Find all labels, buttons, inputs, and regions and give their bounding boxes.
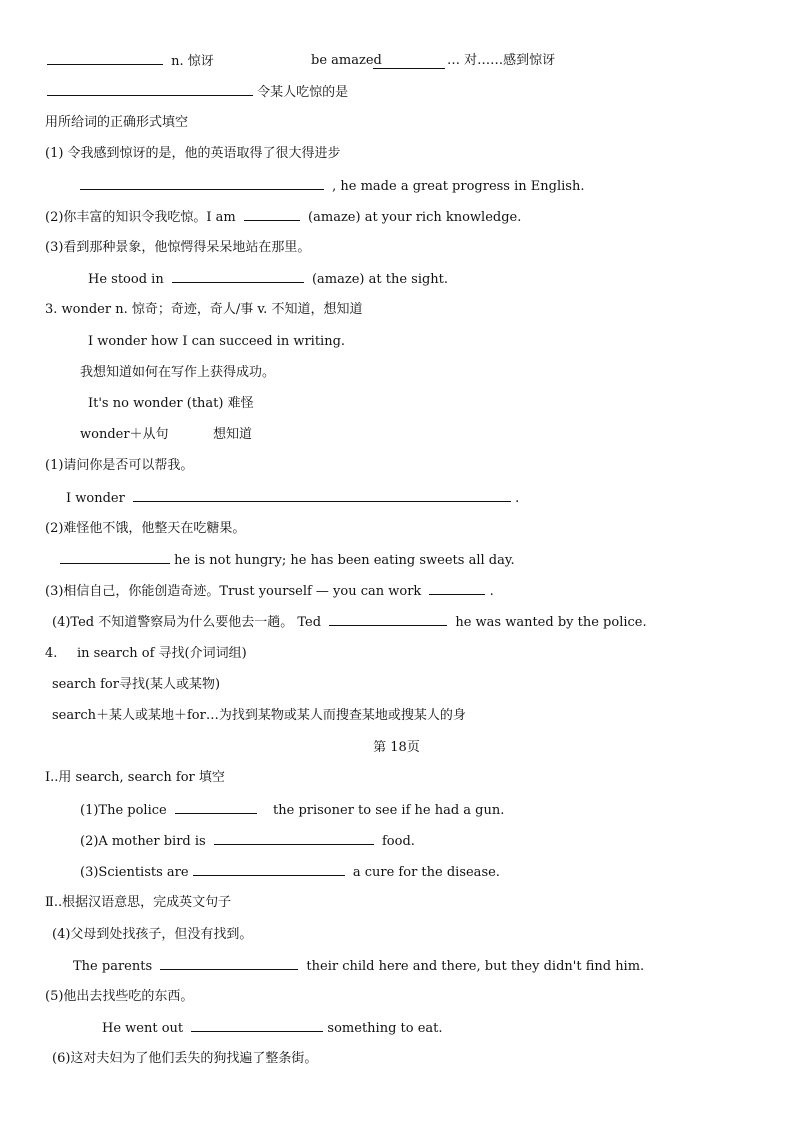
part-2-exercise-5-cn: (5)他出去找些吃的东西。 <box>45 989 194 1004</box>
phrase-no-wonder: It's no wonder (that) 难怪 <box>88 396 254 411</box>
blank[interactable] <box>193 861 345 876</box>
text: n. 惊讶 <box>171 54 214 69</box>
blank[interactable] <box>214 830 374 845</box>
blank[interactable] <box>244 206 300 221</box>
exercise-3-cn: (3)看到那种景象，他惊愕得呆呆地站在那里。 <box>45 240 311 255</box>
section-in-search-of <box>45 643 247 665</box>
part-1-heading: Ⅰ..用 search, search for 填空 <box>45 770 225 785</box>
part-2-exercise-4-en <box>73 955 644 977</box>
wonder-exercise-2-cn: (2)难怪他不饿，他整天在吃糖果。 <box>45 521 246 536</box>
blank[interactable] <box>60 549 170 564</box>
text: I wonder <box>66 491 125 506</box>
blank[interactable] <box>47 50 163 65</box>
text: (4)Ted 不知道警察局为什么要他去一趟。 Ted <box>52 615 322 630</box>
text: … 对……感到惊讶 <box>447 53 556 68</box>
blank[interactable] <box>329 611 447 626</box>
part-1-exercise-2 <box>80 830 415 852</box>
text: He stood in <box>88 272 164 287</box>
text: 4. <box>45 646 58 661</box>
text: (amaze) at the sight. <box>311 272 449 287</box>
part-2-heading: Ⅱ..根据汉语意思，完成英文句子 <box>45 895 232 910</box>
text: the prisoner to see if he had a gun. <box>273 803 505 818</box>
text: He went out <box>102 1021 184 1036</box>
example-en: I wonder how I can succeed in writing. <box>88 334 346 349</box>
section-wonder: 3. wonder n. 惊奇；奇迹，奇人/事 v. 不知道，想知道 <box>45 302 363 317</box>
blank[interactable] <box>191 1017 323 1032</box>
text: wonder＋从句 <box>80 427 169 442</box>
blank[interactable] <box>373 54 445 69</box>
blank[interactable] <box>47 81 253 96</box>
text: 令某人吃惊的是 <box>257 85 349 100</box>
text: their child here and there, but they didn't find him. <box>306 959 645 974</box>
exercise-2 <box>45 206 521 228</box>
text: The parents <box>73 959 153 974</box>
wonder-exercise-2-en <box>60 549 515 571</box>
exercise-1-cn: (1) 令我感到惊讶的是，他的英语取得了很大得进步 <box>45 146 341 161</box>
blank[interactable] <box>175 799 257 814</box>
text: in search of 寻找(介词词组) <box>77 646 247 661</box>
part-2-exercise-4-cn: (4)父母到处找孩子，但没有找到。 <box>52 927 253 942</box>
part-1-exercise-3 <box>80 861 500 883</box>
text: . <box>515 491 520 506</box>
phrase-search-someone: search＋某人或某地＋for…为找到某物或某人而搜查某地或搜某人的身 <box>52 708 466 723</box>
text: a cure for the disease. <box>352 865 500 880</box>
text: , he made a great progress in English. <box>332 179 585 194</box>
exercise-1-en <box>80 175 584 197</box>
text: (2)A mother bird is <box>80 834 206 849</box>
blank[interactable] <box>133 487 511 502</box>
text: (2)你丰富的知识令我吃惊。I am <box>45 210 236 225</box>
text: something to eat. <box>327 1021 443 1036</box>
text: (1)The police <box>80 803 167 818</box>
wonder-exercise-4 <box>52 611 647 633</box>
text: (3)Scientists are <box>80 865 189 880</box>
line-amazing <box>47 81 348 103</box>
blank[interactable] <box>160 955 298 970</box>
blank[interactable] <box>429 580 485 595</box>
phrase-search-for: search for寻找(某人或某物) <box>52 677 221 692</box>
text: . <box>489 584 494 599</box>
instruction-fill-form: 用所给词的正确形式填空 <box>45 115 189 130</box>
part-2-exercise-5-en <box>102 1017 443 1039</box>
line-amazement <box>47 50 556 72</box>
exercise-3-en <box>88 268 448 290</box>
example-cn: 我想知道如何在写作上获得成功。 <box>80 365 276 380</box>
text: be amazed <box>311 53 382 68</box>
text: (amaze) at your rich knowledge. <box>308 210 522 225</box>
wonder-exercise-3 <box>45 580 494 602</box>
part-2-exercise-6-cn: (6)这对夫妇为了他们丢失的狗找遍了整条街。 <box>52 1051 318 1066</box>
blank[interactable] <box>80 175 324 190</box>
text: food. <box>381 834 415 849</box>
phrase-wonder-clause <box>80 424 253 446</box>
wonder-exercise-1-cn: (1)请问你是否可以帮我。 <box>45 458 194 473</box>
blank[interactable] <box>172 268 304 283</box>
text: 想知道 <box>213 427 253 442</box>
part-1-exercise-1 <box>80 799 504 821</box>
text: he was wanted by the police. <box>455 615 647 630</box>
text: he is not hungry; he has been eating sweets all day. <box>174 553 515 568</box>
page-number: 第 18页 <box>373 740 420 755</box>
wonder-exercise-1-en <box>66 487 519 509</box>
text: (3)相信自己，你能创造奇迹。Trust yourself — you can work <box>45 584 422 599</box>
